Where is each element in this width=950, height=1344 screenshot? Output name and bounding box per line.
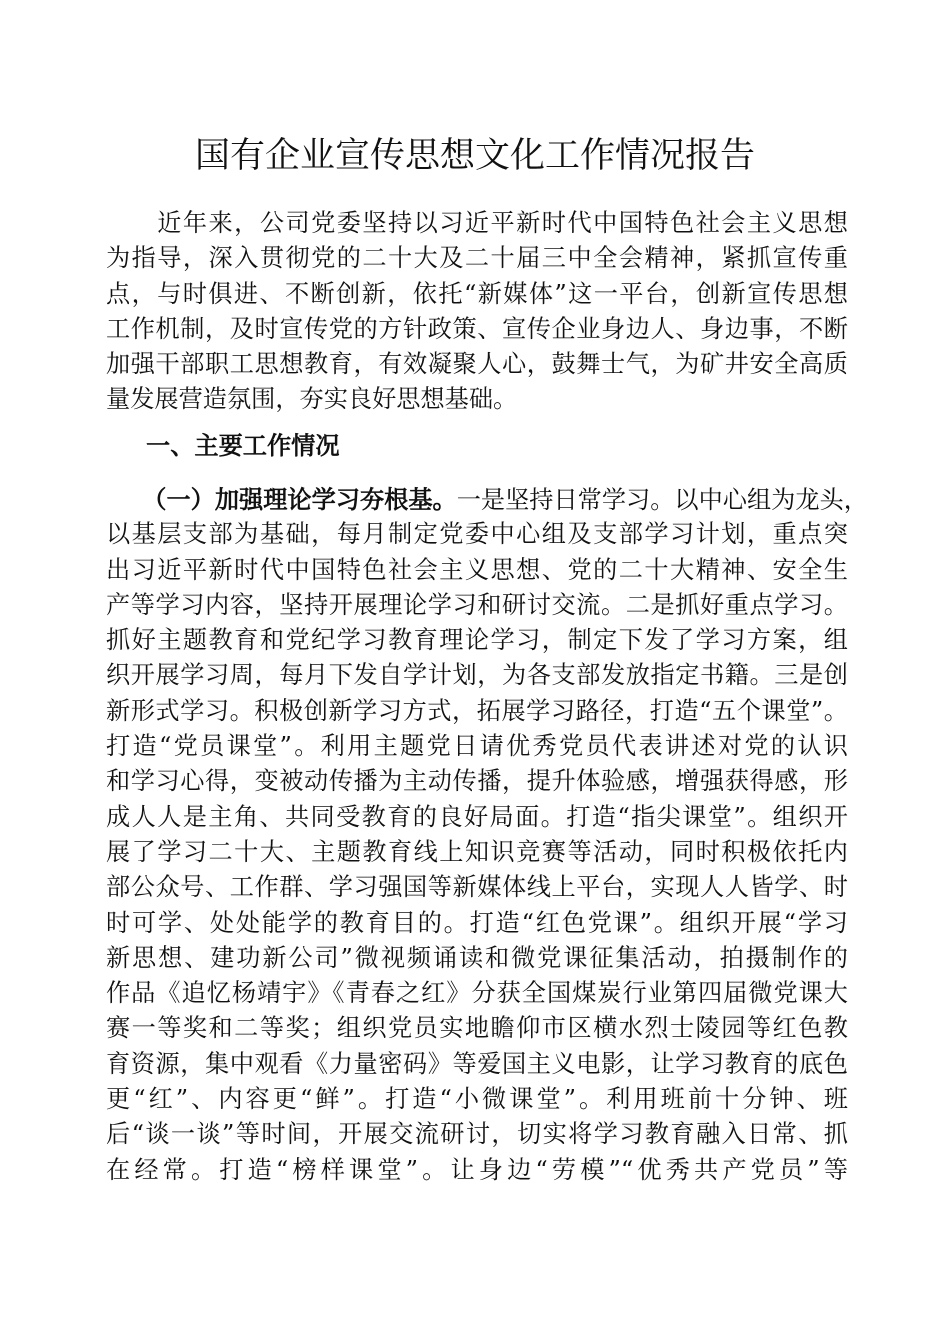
text-line: 点，与时俱进、不断创新，依托“新媒体”这一平台，创新宣传思想 [106, 279, 848, 308]
text-line: 以基层支部为基础，每月制定党委中心组及支部学习计划，重点突 [106, 520, 848, 549]
text-line: 近年来，公司党委坚持以习近平新时代中国特色社会主义思想 [106, 209, 848, 237]
text-line: 工作机制，及时宣传党的方针政策、宣传企业身边人、身边事，不断 [106, 314, 848, 343]
text-line: 作品《追忆杨靖宇》《青春之红》分获全国煤炭行业第四届微党课大 [106, 979, 848, 1008]
text-line: 部公众号、工作群、学习强国等新媒体线上平台，实现人人皆学、时 [106, 873, 848, 902]
text-line: 为指导，深入贯彻党的二十大及二十届三中全会精神，紧抓宣传重 [106, 244, 848, 273]
text-line: 产等学习内容，坚持开展理论学习和研讨交流。二是抓好重点学习。 [106, 590, 848, 619]
text-line: 加强干部职工思想教育，有效凝聚人心，鼓舞士气，为矿井安全高质 [106, 350, 848, 379]
text-line: 新思想、建功新公司”微视频诵读和微党课征集活动，拍摄制作的 [106, 943, 848, 972]
text-line: 量发展营造氛围，夯实良好思想基础。 [106, 385, 518, 414]
text-line: 时可学、处处能学的教育目的。打造“红色党课”。组织开展“学习 [106, 908, 848, 937]
text-line: 抓好主题教育和党纪学习教育理论学习，制定下发了学习方案，组 [106, 626, 848, 655]
intro-paragraph [106, 206, 848, 418]
text-line: 展了学习二十大、主题教育线上知识竞赛等活动，同时积极依托内 [106, 837, 848, 866]
text-line: 新形式学习。积极创新学习方式，拓展学习路径，打造“五个课堂”。 [106, 696, 848, 725]
text-line: 后“谈一谈”等时间，开展交流研讨，切实将学习教育融入日常、抓 [106, 1120, 848, 1149]
text-line: 更“红”、内容更“鲜”。打造“小微课堂”。利用班前十分钟、班 [106, 1085, 848, 1114]
text-line: 打造“党员课堂”。利用主题党日请优秀党员代表讲述对党的认识 [106, 732, 848, 761]
text-line: 在经常。打造“榜样课堂”。让身边“劳模”“优秀共产党员”等 [106, 1155, 848, 1184]
section-heading: 一、主要工作情况 [146, 431, 340, 460]
document-title: 国有企业宣传思想文化工作情况报告 [194, 136, 755, 176]
text-line: 成人人是主角、共同受教育的良好局面。打造“指尖课堂”。组织开 [106, 802, 848, 831]
text-run: 一是坚持日常学习。以中心组为龙头， [456, 486, 868, 514]
text-line: 织开展学习周，每月下发自学计划，为各支部发放指定书籍。三是创 [106, 661, 848, 690]
text-line [106, 482, 868, 517]
subsection-paragraph [106, 482, 868, 1188]
subsection-lead: （一）加强理论学习夯根基。 [154, 485, 457, 514]
text-line: 出习近平新时代中国特色社会主义思想、党的二十大精神、安全生 [106, 555, 848, 584]
text-line: 育资源，集中观看《力量密码》等爱国主义电影，让学习教育的底色 [106, 1049, 848, 1078]
text-line: 赛一等奖和二等奖；组织党员实地瞻仰市区横水烈士陵园等红色教 [106, 1014, 848, 1043]
text-line: 和学习心得，变被动传播为主动传播，提升体验感，增强获得感，形 [106, 767, 848, 796]
